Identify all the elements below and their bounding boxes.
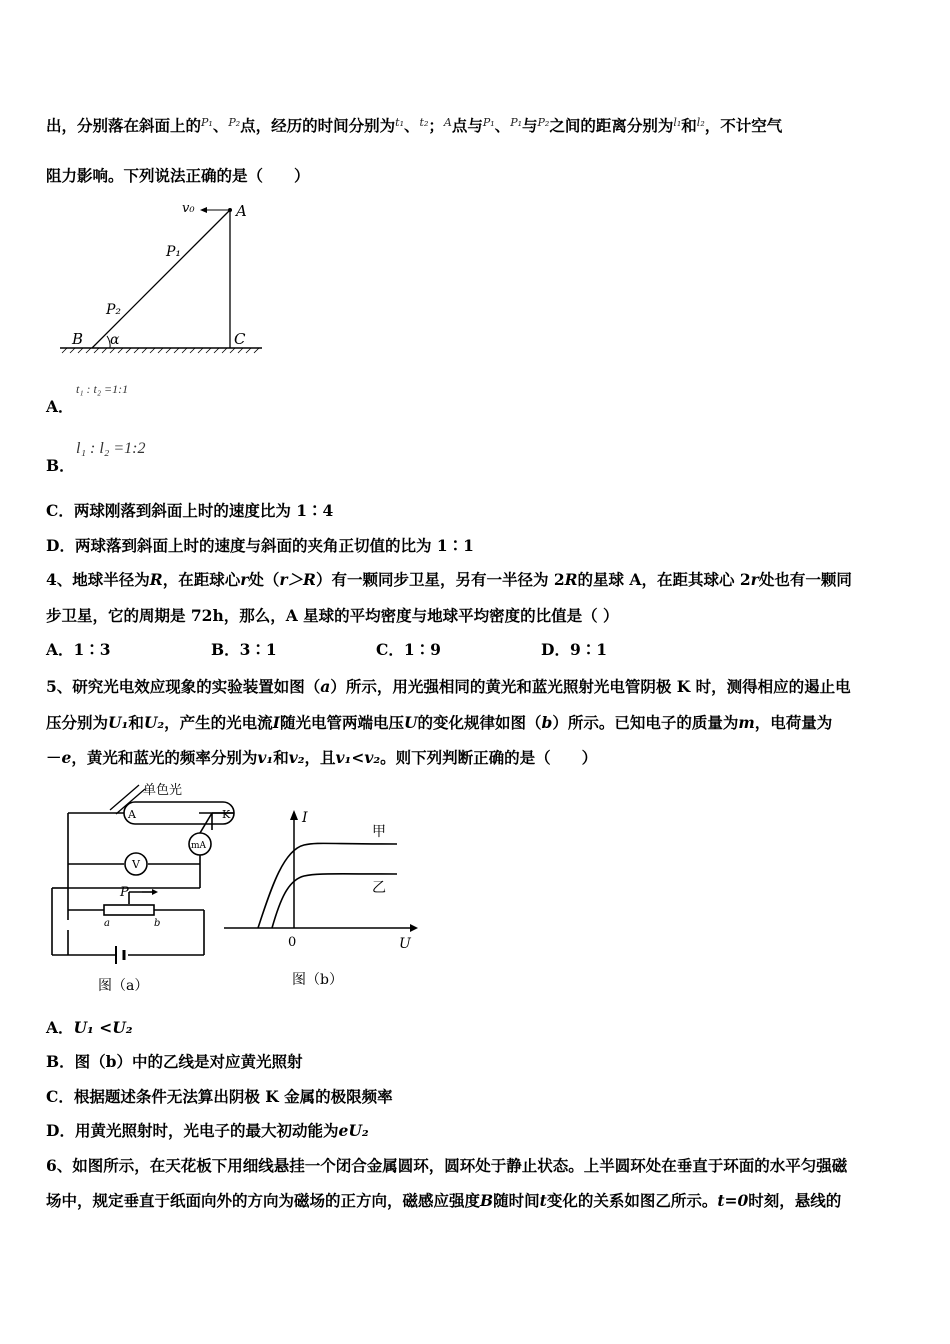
var-r: R bbox=[564, 570, 578, 589]
var-a: a bbox=[320, 677, 331, 696]
q3-text: 和 bbox=[681, 116, 697, 135]
option-b-label: B． bbox=[46, 456, 75, 475]
p1-symbol: P₁ bbox=[510, 116, 522, 129]
option-b-formula: l₁ : l₂ =1:2 bbox=[76, 440, 146, 457]
sep: 、 bbox=[494, 116, 511, 135]
p2-symbol: P₂ bbox=[537, 116, 550, 129]
q6-text: 随时间 bbox=[493, 1191, 540, 1210]
q3-text: 出，分别落在斜面上的 bbox=[46, 116, 202, 135]
q5-option-d bbox=[46, 1119, 369, 1141]
q5-text: 的变化规律如图（ bbox=[417, 713, 542, 732]
p-label: P bbox=[120, 885, 129, 900]
q5-line-2 bbox=[46, 711, 832, 733]
option-c: C．两球刚落到斜面上时的速度比为 1∶4 bbox=[46, 501, 334, 520]
sep: 、 bbox=[212, 116, 229, 135]
q6-text: 变化的关系如图乙所示。 bbox=[546, 1191, 718, 1210]
incline-line bbox=[92, 210, 230, 348]
q3-text: 点，经历的时间分别为 bbox=[240, 116, 396, 135]
var-t: t bbox=[539, 1191, 547, 1210]
q6-line-2 bbox=[46, 1189, 841, 1211]
q6-text: 时刻，悬线的 bbox=[748, 1191, 842, 1210]
q5-line-1 bbox=[46, 675, 851, 697]
p2-label: P₂ bbox=[106, 302, 122, 318]
rheostat-icon bbox=[104, 905, 154, 915]
t2-symbol: t₂ bbox=[419, 116, 429, 129]
q3-text: ，不计空气 bbox=[704, 116, 783, 135]
point-a bbox=[228, 208, 232, 212]
alpha-label: α bbox=[110, 332, 120, 348]
var-t0: t=0 bbox=[717, 1191, 749, 1210]
option-formula: eU₂ bbox=[338, 1121, 369, 1140]
anode-label: A bbox=[128, 808, 136, 821]
var-v2: v₂ bbox=[288, 748, 305, 767]
b-label: b bbox=[154, 918, 161, 929]
q4-text: 处（ bbox=[248, 570, 280, 589]
q5-text: 和 bbox=[128, 713, 144, 732]
var-u1: U₁ bbox=[108, 713, 129, 732]
q5-option-a bbox=[46, 1016, 133, 1038]
i-axis-arrow-icon bbox=[290, 810, 298, 820]
c-label: C bbox=[234, 330, 246, 348]
q4-option-d: D．9∶1 bbox=[541, 640, 608, 659]
q5-text: 5、研究光电效应现象的实验装置如图（ bbox=[46, 677, 321, 696]
q4-text: ，在距球心 bbox=[162, 570, 241, 589]
q4-line-1 bbox=[46, 568, 852, 590]
q3-text: 之间的距离分别为 bbox=[549, 116, 674, 135]
var-r: r bbox=[750, 570, 759, 589]
var-v1: v₁ bbox=[257, 748, 274, 767]
incline-figure bbox=[50, 196, 270, 361]
q4-text: ）有一颗同步卫星，另有一半径为 2 bbox=[315, 570, 565, 589]
var-i: I bbox=[272, 713, 280, 732]
p1-symbol: P₁ bbox=[482, 116, 495, 129]
l1-symbol: l₁ bbox=[673, 116, 682, 129]
v0-label: v₀ bbox=[182, 201, 195, 216]
var-u2: U₂ bbox=[143, 713, 165, 732]
q4-option-b: B．3∶1 bbox=[211, 640, 277, 659]
figure-b-caption: 图（b） bbox=[292, 972, 343, 988]
option-formula: U₁ <U₂ bbox=[73, 1018, 133, 1037]
q5-text: ，产生的光电流 bbox=[164, 713, 273, 732]
q5-text: ，电荷量为 bbox=[754, 713, 833, 732]
q5-option-c: C．根据题述条件无法算出阴极 K 金属的极限频率 bbox=[46, 1087, 393, 1106]
iu-graph bbox=[222, 800, 422, 992]
var-e: e bbox=[61, 748, 72, 767]
var-u: U bbox=[403, 713, 418, 732]
q5-option-b: B．图（b）中的乙线是对应黄光照射 bbox=[46, 1052, 303, 1071]
q5-text: 压分别为 bbox=[46, 713, 109, 732]
var-r: R bbox=[149, 570, 163, 589]
a-label: A bbox=[236, 202, 247, 220]
var-b: B bbox=[480, 1191, 494, 1210]
q6-text: 场中，规定垂直于纸面向外的方向为磁场的正方向，磁感应强度 bbox=[46, 1191, 481, 1210]
condition: r＞R bbox=[279, 570, 316, 589]
option-d: D．两球落到斜面上时的速度与斜面的夹角正切值的比为 1∶1 bbox=[46, 536, 474, 555]
q5-text: 和 bbox=[273, 748, 289, 767]
var-m: m bbox=[738, 713, 755, 732]
var-r: r bbox=[240, 570, 249, 589]
option-a-formula: t₁ : t₂ =1:1 bbox=[76, 382, 129, 396]
circuit-figure bbox=[44, 780, 231, 998]
q5-text: ）所示。已知电子的质量为 bbox=[552, 713, 739, 732]
q4-text: 的星球 A，在距其球心 2 bbox=[577, 570, 751, 589]
light-label: 单色光 bbox=[143, 783, 183, 798]
q3-text: 点与 bbox=[451, 116, 483, 135]
option-a-label: A． bbox=[46, 397, 74, 416]
yi-label: 乙 bbox=[372, 880, 386, 896]
option-label: A． bbox=[46, 1018, 74, 1037]
v-label: V bbox=[132, 858, 140, 871]
q6-line-1: 6、如图所示，在天花板下用细线悬挂一个闭合金属圆环，圆环处于静止状态。上半圆环处在垂直于环面的水平匀强磁 bbox=[46, 1156, 848, 1175]
p2-symbol: P₂ bbox=[228, 116, 241, 129]
comparison: v₁<v₂ bbox=[335, 748, 381, 767]
q3-line-1 bbox=[46, 114, 782, 136]
q5-text: ，黄光和蓝光的频率分别为 bbox=[71, 748, 258, 767]
a-label: a bbox=[104, 918, 110, 929]
p1-label: P₁ bbox=[166, 244, 182, 260]
i-label: I bbox=[302, 810, 308, 826]
jia-label: 甲 bbox=[372, 824, 386, 840]
l2-symbol: l₂ bbox=[696, 116, 705, 129]
var-b: b bbox=[541, 713, 553, 732]
sep: 、 bbox=[404, 116, 420, 135]
q5-text: ）所示，用光强相同的黄光和蓝光照射光电管阴极 K 时，测得相应的遏止电 bbox=[330, 677, 851, 696]
q3-line-2: 阻力影响。下列说法正确的是（ ） bbox=[46, 166, 310, 185]
q5-line-3 bbox=[46, 746, 597, 768]
u-label: U bbox=[399, 936, 411, 952]
q4-option-c: C．1∶9 bbox=[376, 640, 441, 659]
t1-symbol: t₁ bbox=[395, 116, 405, 129]
figure-a-caption: 图（a） bbox=[98, 978, 149, 994]
option-text: D．用黄光照射时，光电子的最大初动能为 bbox=[46, 1121, 339, 1140]
arrowhead-icon bbox=[200, 207, 207, 213]
arrow-icon bbox=[152, 889, 158, 895]
q3-text: 与 bbox=[522, 116, 538, 135]
p1-symbol: P₁ bbox=[201, 116, 213, 129]
q5-text: ，且 bbox=[304, 748, 336, 767]
ma-label: mA bbox=[191, 841, 207, 851]
q4-text: 4、地球半径为 bbox=[46, 570, 150, 589]
a-symbol: A bbox=[443, 116, 452, 129]
u-axis-arrow-icon bbox=[410, 924, 418, 932]
origin-label: 0 bbox=[288, 935, 297, 950]
q3-text: ； bbox=[428, 116, 444, 135]
q5-text: 随光电管两端电压 bbox=[279, 713, 404, 732]
q4-line-2: 步卫星，它的周期是 72h，那么，A 星球的平均密度与地球平均密度的比值是（ ） bbox=[46, 606, 619, 625]
cathode-label: K bbox=[222, 808, 231, 821]
q4-text: 处也有一颗同 bbox=[758, 570, 852, 589]
b-label: B bbox=[72, 330, 84, 348]
q5-text: － bbox=[46, 748, 62, 767]
q5-text: 。则下列判断正确的是（ ） bbox=[380, 748, 598, 767]
q4-option-a: A．1∶3 bbox=[46, 640, 111, 659]
